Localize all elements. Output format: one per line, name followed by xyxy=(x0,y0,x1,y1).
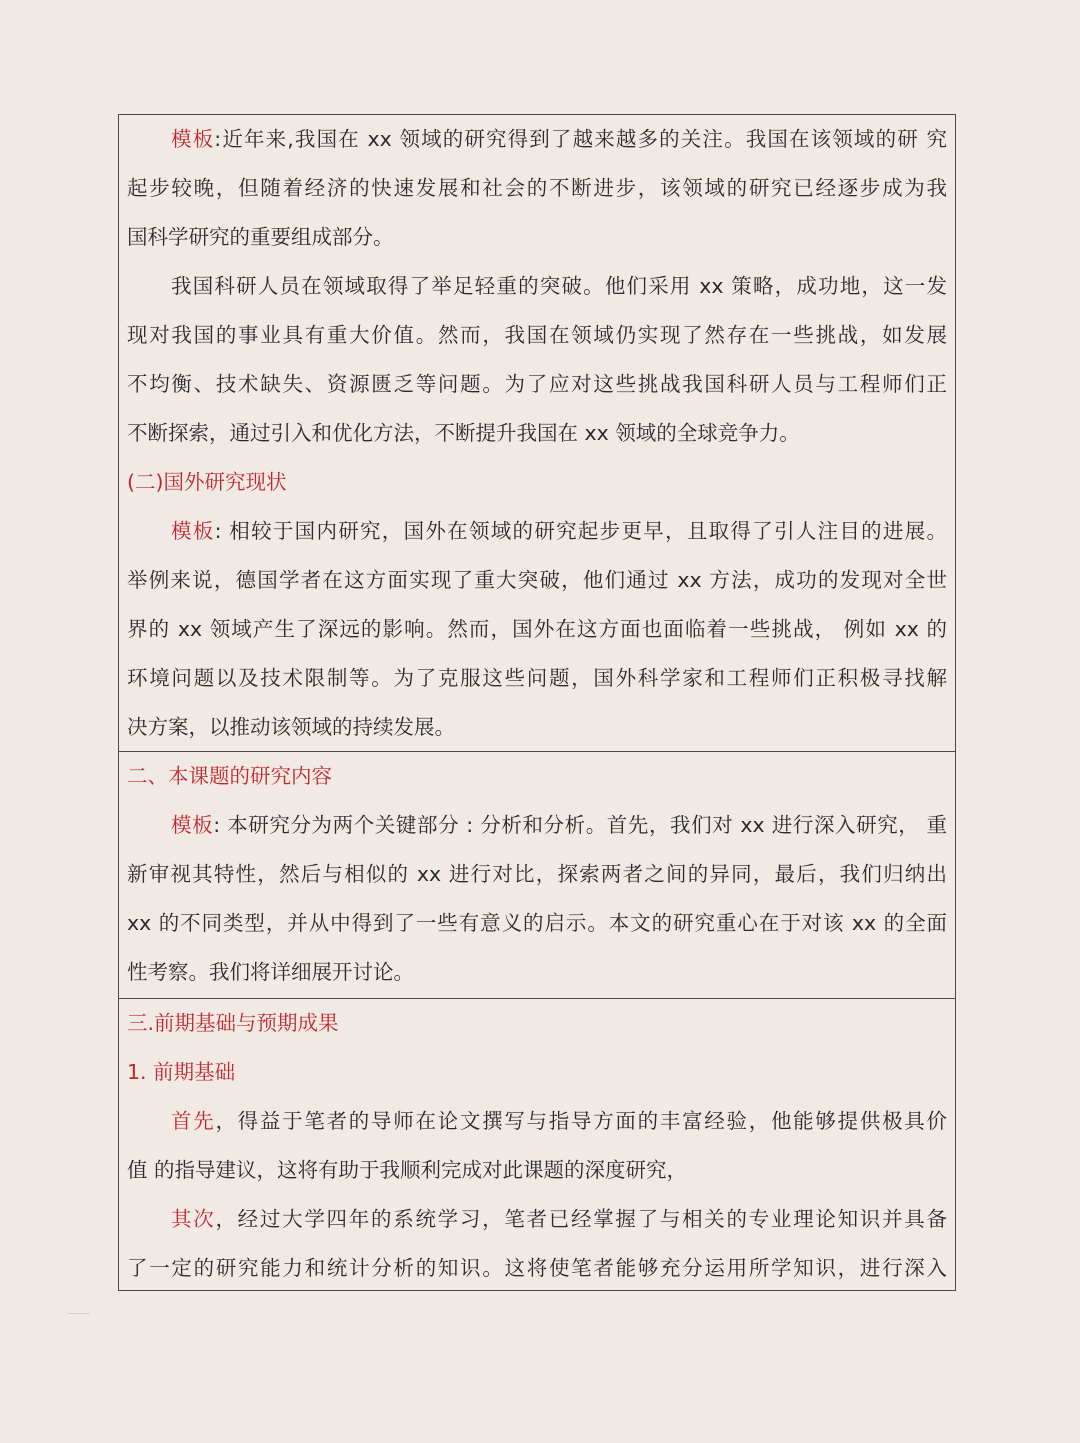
paragraph-line: 起步较晚，但随着经济的快速发展和社会的不断进步，该领域的研究已经逐步成为我 xyxy=(127,176,947,200)
template-label: 模板 xyxy=(171,127,215,151)
paragraph-line: 不断探索，通过引入和优化方法，不断提升我国在 xx 领域的全球竞争力。 xyxy=(127,421,800,445)
paragraph-line: 其次，经过大学四年的系统学习，笔者已经掌握了与相关的专业理论知识并具备 xyxy=(171,1207,947,1231)
section-foundation-expected-results xyxy=(119,999,955,1291)
template-label: 模板 xyxy=(171,813,214,837)
paragraph-line: 国科学研究的重要组成部分。 xyxy=(127,225,394,249)
paragraph-line: 模板:近年来,我国在 xx 领域的研究得到了越来越多的关注。我国在该领域的研 究 xyxy=(171,127,947,151)
document-table xyxy=(118,114,956,1291)
section-heading-research-content: 二、本课题的研究内容 xyxy=(127,764,332,788)
second-label: 其次 xyxy=(171,1207,216,1231)
paragraph-line: 模板: 相较于国内研究，国外在领域的研究起步更早，且取得了引人注目的进展。 xyxy=(171,519,947,543)
paragraph-line: 举例来说，德国学者在这方面实现了重大突破，他们通过 xx 方法，成功的发现对全世 xyxy=(127,568,947,592)
subheading-preliminary-foundation: 1. 前期基础 xyxy=(127,1060,236,1084)
paragraph-line: 现对我国的事业具有重大价值。然而，我国在领域仍实现了然存在一些挑战，如发展 xyxy=(127,323,947,347)
paragraph-line: xx 的不同类型，并从中得到了一些有意义的启示。本文的研究重心在于对该 xx 的全面 xyxy=(127,911,947,935)
paragraph-line: 新审视其特性，然后与相似的 xx 进行对比，探索两者之间的异同，最后，我们归纳出 xyxy=(127,862,947,886)
section-research-content xyxy=(119,752,955,999)
paragraph-line: 了一定的研究能力和统计分析的知识。这将使笔者能够充分运用所学知识，进行深入 xyxy=(127,1256,947,1280)
section-heading-foreign-research: (二)国外研究现状 xyxy=(127,470,287,494)
paragraph-line: 性考察。我们将详细展开讨论。 xyxy=(127,960,414,984)
paragraph-line: 环境问题以及技术限制等。为了克服这些问题，国外科学家和工程师们正积极寻找解 xyxy=(127,666,947,690)
paragraph-line: 决方案，以推动该领域的持续发展。 xyxy=(127,715,455,739)
paragraph-line: 模板: 本研究分为两个关键部分 : 分析和分析。首先，我们对 xx 进行深入研究， 重 xyxy=(171,813,947,837)
paragraph-line: 界的 xx 领域产生了深远的影响。然而，国外在这方面也面临着一些挑战， 例如 xx 的 xyxy=(127,617,947,641)
first-label: 首先 xyxy=(171,1109,216,1133)
section-domestic-foreign-research xyxy=(119,115,955,752)
paragraph-line: 值 的指导建议，这将有助于我顺利完成对此课题的深度研究， xyxy=(127,1158,688,1182)
paragraph-line: 首先，得益于笔者的导师在论文撰写与指导方面的丰富经验，他能够提供极具价 xyxy=(171,1109,947,1133)
section-heading-foundation: 三.前期基础与预期成果 xyxy=(127,1011,339,1035)
paragraph-line: 我国科研人员在领域取得了举足轻重的突破。他们采用 xx 策略，成功地，这一发 xyxy=(171,274,947,298)
page-mark xyxy=(68,1313,90,1314)
paragraph-line: 不均衡、技术缺失、资源匮乏等问题。为了应对这些挑战我国科研人员与工程师们正 xyxy=(127,372,947,396)
template-label: 模板 xyxy=(171,519,215,543)
